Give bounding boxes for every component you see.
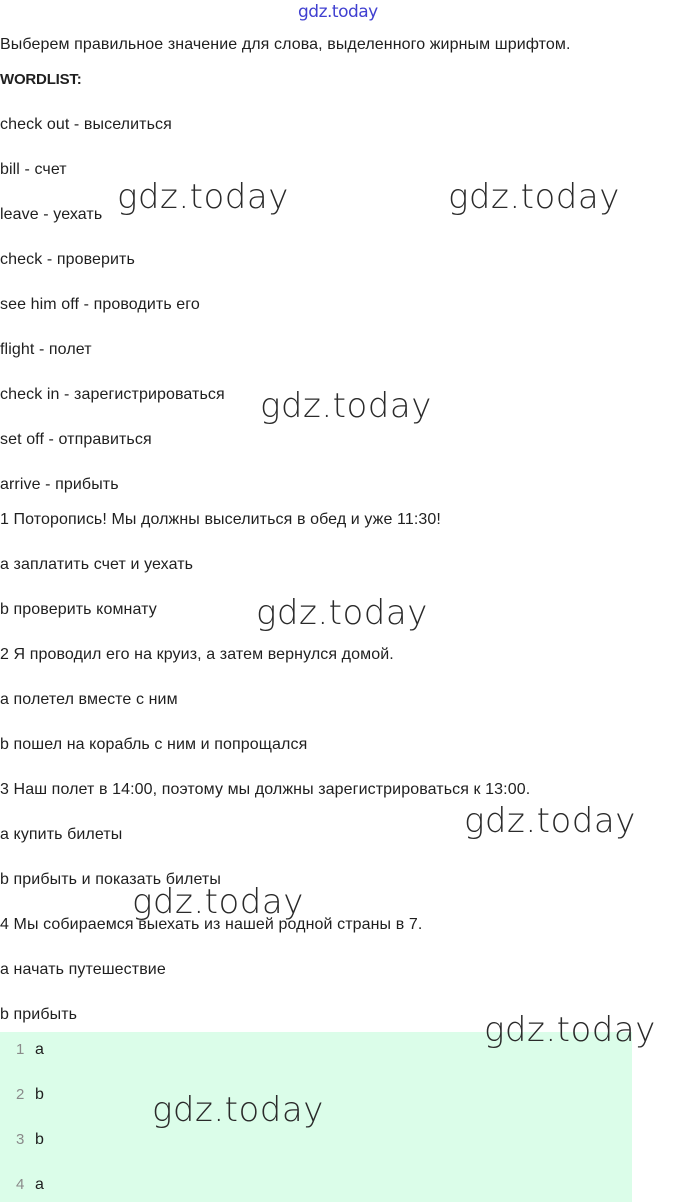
- option-a: a полетел вместе с ним: [0, 691, 178, 708]
- answer-value: b: [35, 1131, 44, 1148]
- instruction-text: Выберем правильное значение для слова, выделенного жирным шрифтом.: [0, 36, 571, 53]
- question-text: 2 Я проводил его на круиз, а затем вернулся домой.: [0, 646, 394, 663]
- wordlist-item: bill - счет: [0, 161, 67, 178]
- answer-value: a: [35, 1176, 44, 1193]
- option-a: a начать путешествие: [0, 961, 166, 978]
- option-a: a купить билеты: [0, 826, 123, 843]
- wordlist-item: check out - выселиться: [0, 116, 172, 133]
- answer-value: a: [35, 1041, 44, 1058]
- option-b: b прибыть и показать билеты: [0, 871, 221, 888]
- wordlist-item: check in - зарегистрироваться: [0, 386, 225, 403]
- answer-block: [0, 1032, 632, 1202]
- wordlist-item: flight - полет: [0, 341, 92, 358]
- wordlist-item: set off - отправиться: [0, 431, 152, 448]
- question-text: 3 Наш полет в 14:00, поэтому мы должны зарегистрироваться к 13:00.: [0, 781, 531, 798]
- question-text: 4 Мы собираемся выехать из нашей родной страны в 7.: [0, 916, 423, 933]
- site-logo[interactable]: gdz.today: [298, 2, 378, 22]
- option-a: a заплатить счет и уехать: [0, 556, 194, 573]
- answer-number: 1: [16, 1041, 25, 1058]
- watermark: gdz.today: [132, 882, 304, 922]
- question-text: 1 Поторопись! Мы должны выселиться в обед и уже 11:30!: [0, 511, 441, 528]
- watermark: gdz.today: [117, 177, 289, 217]
- option-b: b проверить комнату: [0, 601, 157, 618]
- watermark: gdz.today: [484, 1010, 656, 1050]
- wordlist-heading: WORDLIST:: [0, 71, 82, 88]
- watermark: gdz.today: [152, 1090, 324, 1130]
- watermark: gdz.today: [260, 386, 432, 426]
- answer-number: 3: [16, 1131, 25, 1148]
- watermark: gdz.today: [464, 801, 636, 841]
- answer-number: 2: [16, 1086, 25, 1103]
- watermark: gdz.today: [448, 177, 620, 217]
- answer-number: 4: [16, 1176, 25, 1193]
- wordlist-item: check - проверить: [0, 251, 135, 268]
- watermark: gdz.today: [256, 593, 428, 633]
- option-b: b пошел на корабль с ним и попрощался: [0, 736, 308, 753]
- wordlist-item: arrive - прибыть: [0, 476, 119, 493]
- answer-value: b: [35, 1086, 44, 1103]
- wordlist-item: see him off - проводить его: [0, 296, 200, 313]
- wordlist-item: leave - уехать: [0, 206, 103, 223]
- option-b: b прибыть: [0, 1006, 78, 1023]
